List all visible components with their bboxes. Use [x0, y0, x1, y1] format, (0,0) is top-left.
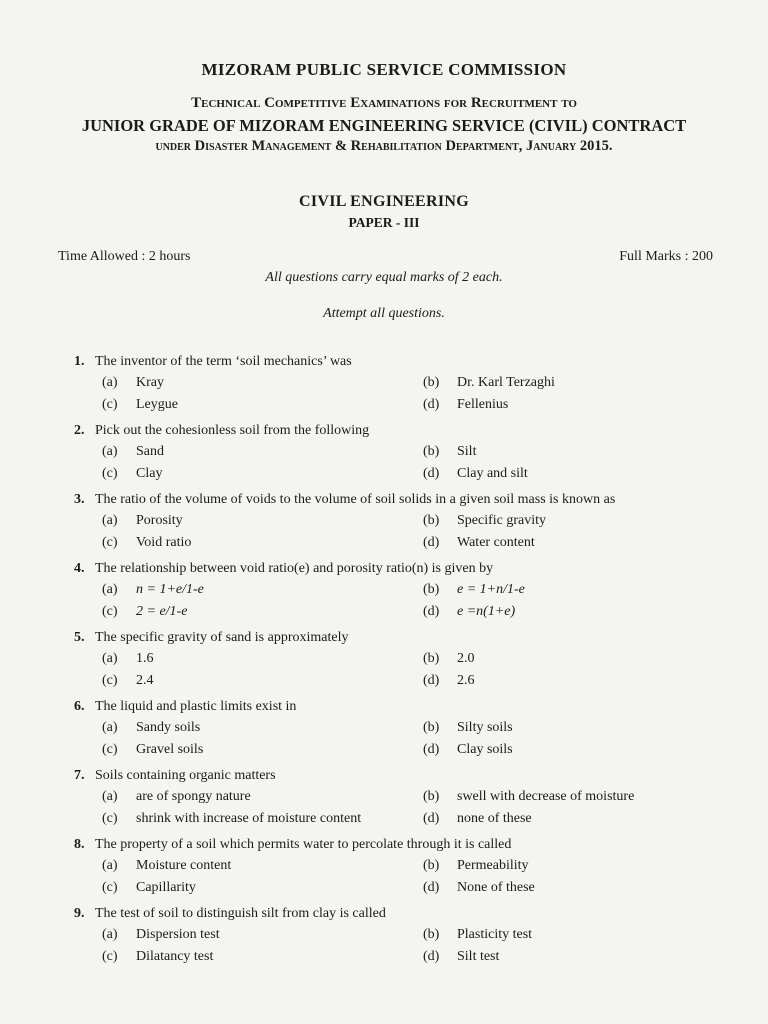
option-b	[423, 510, 714, 532]
option-a	[102, 510, 423, 532]
option-grid	[102, 786, 714, 829]
option-label: (b)	[423, 375, 440, 390]
option-c	[102, 946, 423, 968]
option-a	[102, 579, 423, 601]
option-a	[102, 924, 423, 946]
question-7	[74, 766, 714, 829]
option-label: (c)	[102, 810, 118, 826]
option-label: (d)	[423, 396, 440, 412]
question-stem	[74, 490, 714, 510]
option-text: Plasticity test	[457, 927, 533, 942]
option-label: (c)	[102, 879, 118, 895]
option-text: Permeability	[457, 858, 529, 873]
option-label: (b)	[423, 927, 440, 942]
option-grid	[102, 579, 714, 622]
option-c	[102, 463, 423, 485]
option-grid	[102, 441, 714, 484]
option-c	[102, 739, 423, 761]
option-text: 2.6	[457, 672, 475, 688]
question-text: The relationship between void ratio(e) and porosity ratio(n) is given by	[95, 561, 494, 576]
question-stem	[74, 628, 714, 648]
option-b	[423, 924, 714, 946]
option-text: Clay soils	[457, 741, 513, 757]
option-b	[423, 717, 714, 739]
option-label: (d)	[423, 465, 440, 481]
option-b	[423, 579, 714, 601]
question-text: The test of soil to distinguish silt from clay is called	[95, 906, 386, 921]
commission-title: MIZORAM PUBLIC SERVICE COMMISSION	[201, 60, 567, 79]
option-c	[102, 808, 423, 830]
option-text: Silt	[457, 444, 477, 459]
question-1	[74, 352, 714, 415]
option-text: Gravel soils	[136, 741, 204, 757]
question-8	[74, 835, 714, 898]
option-label: (a)	[102, 720, 118, 735]
option-text: Capillarity	[136, 879, 196, 895]
option-b	[423, 372, 714, 394]
option-label: (b)	[423, 858, 440, 873]
option-text: Water content	[457, 534, 535, 550]
option-d	[423, 394, 714, 416]
question-stem	[74, 697, 714, 717]
option-label: (c)	[102, 534, 118, 550]
option-b	[423, 786, 714, 808]
option-label: (c)	[102, 465, 118, 481]
option-grid	[102, 372, 714, 415]
option-text: 2.0	[457, 651, 475, 666]
option-text: Porosity	[136, 513, 183, 528]
option-label: (a)	[102, 375, 118, 390]
option-label: (a)	[102, 927, 118, 942]
exam-line: Technical Competitive Examinations for Recruitment to	[191, 95, 577, 111]
option-d	[423, 946, 714, 968]
option-label: (a)	[102, 582, 118, 597]
option-d	[423, 877, 714, 899]
option-d	[423, 808, 714, 830]
option-d	[423, 601, 714, 623]
option-label: (c)	[102, 672, 118, 688]
option-text: None of these	[457, 879, 535, 895]
question-stem	[74, 421, 714, 441]
option-grid	[102, 924, 714, 967]
option-label: (c)	[102, 396, 118, 412]
question-number: 8.	[74, 837, 85, 852]
option-c	[102, 394, 423, 416]
question-number: 1.	[74, 354, 85, 369]
option-c	[102, 601, 423, 623]
option-label: (a)	[102, 789, 118, 804]
option-label: (d)	[423, 672, 440, 688]
option-text: Specific gravity	[457, 513, 547, 528]
option-label: (d)	[423, 534, 440, 550]
option-c	[102, 877, 423, 899]
option-text: Silt test	[457, 948, 500, 964]
question-text: The property of a soil which permits water to percolate through it is called	[95, 837, 512, 852]
option-label: (c)	[102, 741, 118, 757]
option-text: Void ratio	[136, 534, 192, 550]
question-number: 3.	[74, 492, 85, 507]
option-d	[423, 463, 714, 485]
question-number: 5.	[74, 630, 85, 645]
option-text: 2.4	[136, 672, 154, 688]
option-c	[102, 532, 423, 554]
question-stem	[74, 352, 714, 372]
option-text: Fellenius	[457, 396, 509, 412]
option-text: Sandy soils	[136, 720, 201, 735]
option-text: e =n(1+e)	[457, 603, 516, 619]
option-d	[423, 532, 714, 554]
option-text: Clay and silt	[457, 465, 528, 481]
option-label: (d)	[423, 879, 440, 895]
question-list	[74, 352, 714, 973]
option-text: none of these	[457, 810, 532, 826]
option-text: n = 1+e/1-e	[136, 582, 204, 597]
time-allowed: Time Allowed : 2 hours	[58, 249, 191, 264]
option-grid	[102, 717, 714, 760]
marks-note: All questions carry equal marks of 2 each.	[265, 270, 503, 285]
option-a	[102, 855, 423, 877]
option-label: (b)	[423, 789, 440, 804]
option-label: (b)	[423, 513, 440, 528]
question-text: The inventor of the term ‘soil mechanics’ was	[95, 354, 352, 369]
option-text: Leygue	[136, 396, 178, 412]
option-label: (c)	[102, 603, 118, 619]
option-text: shrink with increase of moisture content	[136, 810, 362, 826]
question-stem	[74, 904, 714, 924]
question-stem	[74, 559, 714, 579]
question-4	[74, 559, 714, 622]
option-grid	[102, 855, 714, 898]
option-label: (d)	[423, 810, 440, 826]
option-text: Dr. Karl Terzaghi	[457, 375, 555, 390]
attempt-note: Attempt all questions.	[323, 306, 445, 321]
question-number: 7.	[74, 768, 85, 783]
option-b	[423, 648, 714, 670]
question-9	[74, 904, 714, 967]
option-c	[102, 670, 423, 692]
question-5	[74, 628, 714, 691]
option-a	[102, 786, 423, 808]
question-stem	[74, 835, 714, 855]
option-text: Sand	[136, 444, 164, 459]
department-line: under Disaster Management & Rehabilitation Department, January 2015.	[155, 138, 613, 154]
question-text: Soils containing organic matters	[95, 768, 276, 783]
option-text: are of spongy nature	[136, 789, 251, 804]
option-label: (d)	[423, 741, 440, 757]
paper-title: PAPER - III	[348, 215, 420, 230]
option-label: (a)	[102, 858, 118, 873]
option-a	[102, 441, 423, 463]
option-label: (b)	[423, 444, 440, 459]
question-3	[74, 490, 714, 553]
option-a	[102, 717, 423, 739]
question-text: The liquid and plastic limits exist in	[95, 699, 297, 714]
option-label: (a)	[102, 444, 118, 459]
question-number: 4.	[74, 561, 85, 576]
option-text: Kray	[136, 375, 164, 390]
option-d	[423, 739, 714, 761]
option-b	[423, 855, 714, 877]
option-a	[102, 648, 423, 670]
option-label: (b)	[423, 651, 440, 666]
subject-title: CIVIL ENGINEERING	[298, 193, 470, 210]
question-text: The ratio of the volume of voids to the volume of soil solids in a given soil mass is known as	[95, 492, 616, 507]
service-line: JUNIOR GRADE OF MIZORAM ENGINEERING SERVICE (CIVIL) CONTRACT	[81, 116, 687, 135]
option-label: (b)	[423, 720, 440, 735]
option-b	[423, 441, 714, 463]
question-stem	[74, 766, 714, 786]
option-a	[102, 372, 423, 394]
question-6	[74, 697, 714, 760]
option-text: Moisture content	[136, 858, 232, 873]
question-number: 6.	[74, 699, 85, 714]
option-text: Clay	[136, 465, 163, 481]
option-d	[423, 670, 714, 692]
option-text: Dilatancy test	[136, 948, 214, 964]
option-text: 1.6	[136, 651, 154, 666]
option-grid	[102, 510, 714, 553]
option-label: (c)	[102, 948, 118, 964]
option-label: (b)	[423, 582, 440, 597]
question-text: The specific gravity of sand is approximately	[95, 630, 349, 645]
option-label: (d)	[423, 603, 440, 619]
option-text: 2 = e/1-e	[136, 603, 188, 619]
option-text: Dispersion test	[136, 927, 220, 942]
option-label: (a)	[102, 651, 118, 666]
question-text: Pick out the cohesionless soil from the following	[95, 423, 370, 438]
option-label: (a)	[102, 513, 118, 528]
option-grid	[102, 648, 714, 691]
full-marks: Full Marks : 200	[619, 249, 713, 264]
question-number: 2.	[74, 423, 85, 438]
option-text: e = 1+n/1-e	[457, 582, 525, 597]
question-2	[74, 421, 714, 484]
option-label: (d)	[423, 948, 440, 964]
option-text: Silty soils	[457, 720, 513, 735]
question-number: 9.	[74, 906, 85, 921]
option-text: swell with decrease of moisture	[457, 789, 635, 804]
